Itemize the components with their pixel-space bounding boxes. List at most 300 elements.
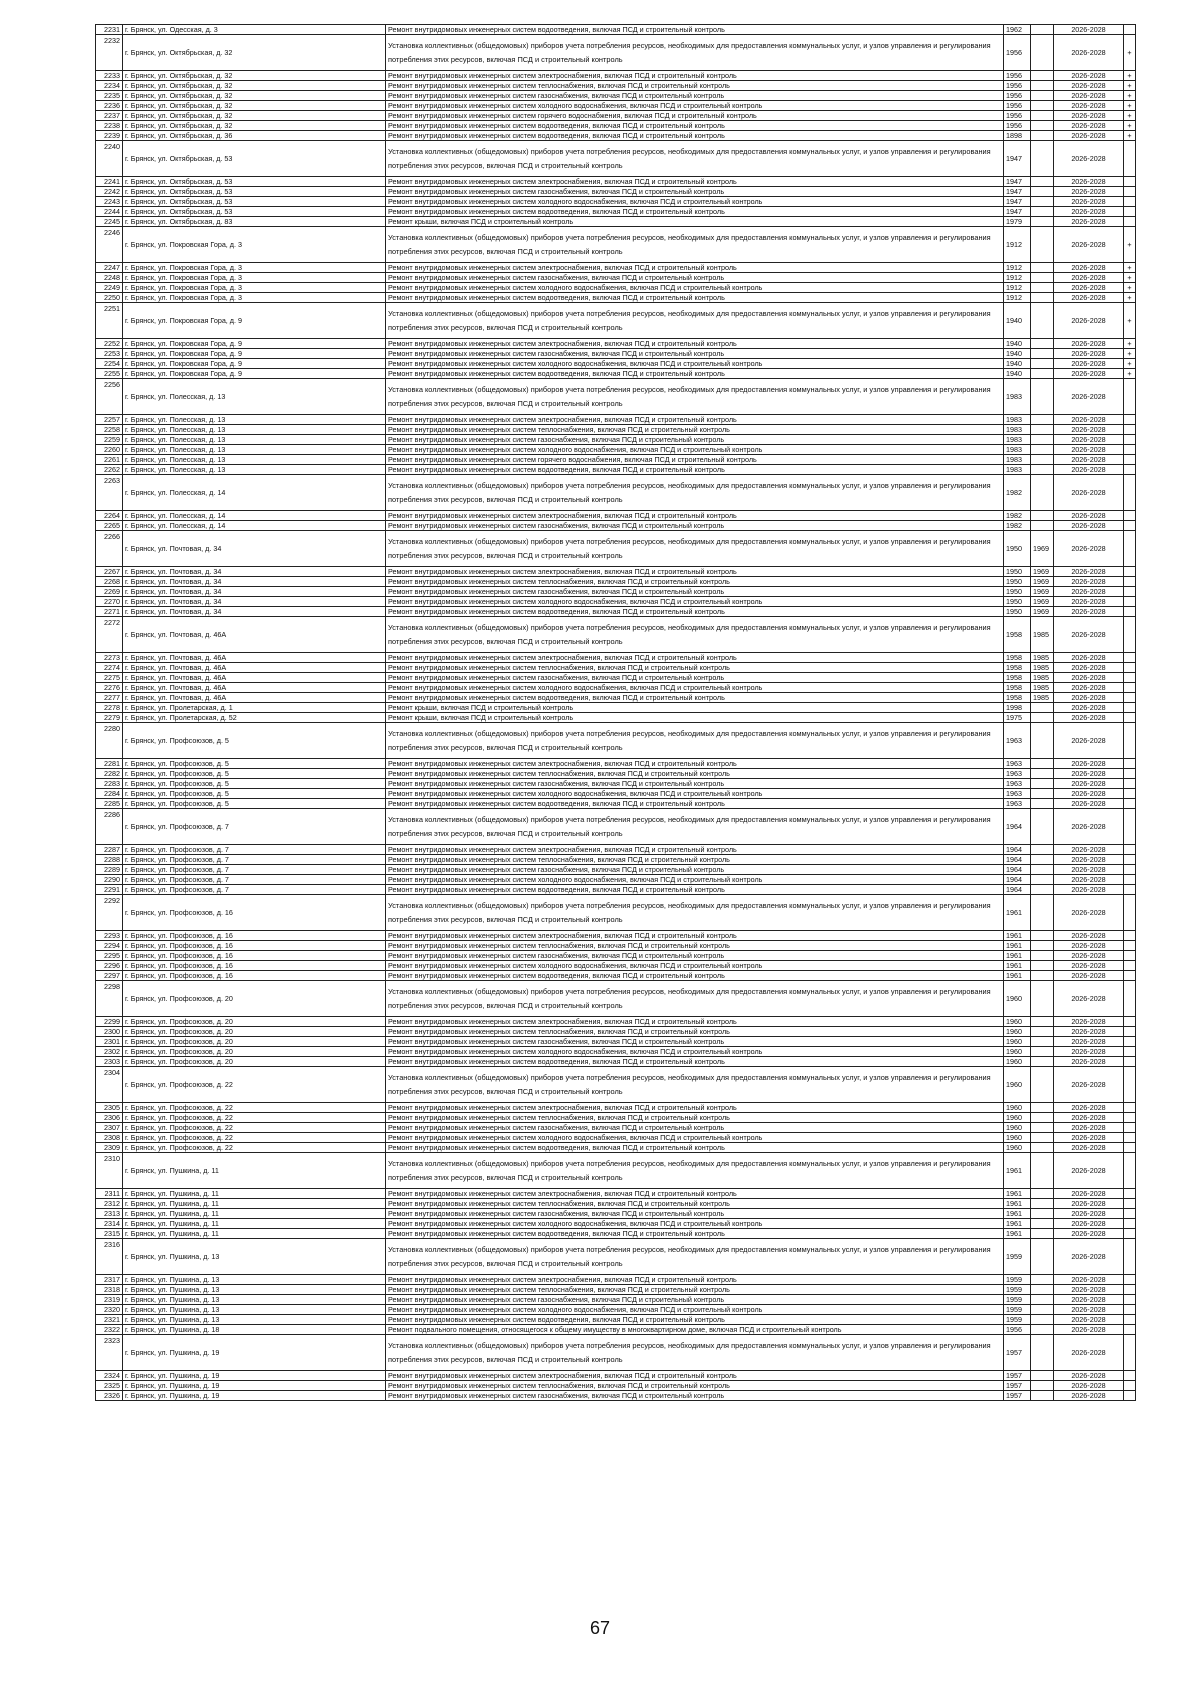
row-number: 2323 bbox=[96, 1335, 123, 1371]
work-type-cell: Ремонт внутридомовых инженерных систем электроснабжения, включая ПСД и строительный контроль bbox=[386, 1017, 1004, 1027]
mark-cell: + bbox=[1124, 303, 1136, 339]
table-row bbox=[96, 521, 1136, 531]
period-cell: 2026-2028 bbox=[1054, 1027, 1124, 1037]
mark-cell: + bbox=[1124, 293, 1136, 303]
build-year-cell: 1960 bbox=[1004, 1067, 1031, 1103]
address-cell: г. Брянск, ул. Пушкина, д. 13 bbox=[123, 1305, 386, 1315]
row-number: 2251 bbox=[96, 303, 123, 339]
row-number: 2278 bbox=[96, 703, 123, 713]
rebuild-year-cell bbox=[1031, 1133, 1054, 1143]
row-number: 2282 bbox=[96, 769, 123, 779]
table-row bbox=[96, 617, 1136, 653]
mark-cell bbox=[1124, 845, 1136, 855]
mark-cell bbox=[1124, 207, 1136, 217]
table-row bbox=[96, 35, 1136, 71]
row-number: 2233 bbox=[96, 71, 123, 81]
build-year-cell: 1983 bbox=[1004, 379, 1031, 415]
address-cell: г. Брянск, ул. Пушкина, д. 18 bbox=[123, 1325, 386, 1335]
build-year-cell: 1959 bbox=[1004, 1285, 1031, 1295]
row-number: 2263 bbox=[96, 475, 123, 511]
address-cell: г. Брянск, ул. Полесская, д. 14 bbox=[123, 521, 386, 531]
address-cell: г. Брянск, ул. Пушкина, д. 11 bbox=[123, 1199, 386, 1209]
work-type-cell: Ремонт внутридомовых инженерных систем электроснабжения, включая ПСД и строительный контроль bbox=[386, 263, 1004, 273]
table-row bbox=[96, 789, 1136, 799]
table-row bbox=[96, 809, 1136, 845]
table-row bbox=[96, 283, 1136, 293]
table-row bbox=[96, 207, 1136, 217]
mark-cell: + bbox=[1124, 101, 1136, 111]
address-cell: г. Брянск, ул. Октябрьская, д. 53 bbox=[123, 187, 386, 197]
rebuild-year-cell bbox=[1031, 455, 1054, 465]
period-cell: 2026-2028 bbox=[1054, 895, 1124, 931]
rebuild-year-cell bbox=[1031, 369, 1054, 379]
rebuild-year-cell bbox=[1031, 1381, 1054, 1391]
rebuild-year-cell bbox=[1031, 779, 1054, 789]
rebuild-year-cell bbox=[1031, 1057, 1054, 1067]
mark-cell bbox=[1124, 931, 1136, 941]
work-type-cell: Ремонт внутридомовых инженерных систем водоотведения, включая ПСД и строительный контроль bbox=[386, 1229, 1004, 1239]
work-type-cell: Установка коллективных (общедомовых) приборов учета потребления ресурсов, необходимых для предоставления коммунальных услуг, и узлов управления и регулирования потребления этих ресурсов, включая ПСД и строительный контроль bbox=[386, 531, 1004, 567]
table-row bbox=[96, 1153, 1136, 1189]
work-type-cell: Ремонт внутридомовых инженерных систем водоотведения, включая ПСД и строительный контроль bbox=[386, 1315, 1004, 1325]
mark-cell bbox=[1124, 1113, 1136, 1123]
period-cell: 2026-2028 bbox=[1054, 713, 1124, 723]
mark-cell bbox=[1124, 809, 1136, 845]
rebuild-year-cell bbox=[1031, 1103, 1054, 1113]
build-year-cell: 1950 bbox=[1004, 577, 1031, 587]
period-cell: 2026-2028 bbox=[1054, 855, 1124, 865]
build-year-cell: 1957 bbox=[1004, 1391, 1031, 1401]
address-cell: г. Брянск, ул. Покровская Гора, д. 9 bbox=[123, 339, 386, 349]
table-row bbox=[96, 1335, 1136, 1371]
build-year-cell: 1960 bbox=[1004, 1143, 1031, 1153]
build-year-cell: 1959 bbox=[1004, 1305, 1031, 1315]
row-number: 2314 bbox=[96, 1219, 123, 1229]
table-row bbox=[96, 359, 1136, 369]
mark-cell bbox=[1124, 425, 1136, 435]
rebuild-year-cell bbox=[1031, 1123, 1054, 1133]
rebuild-year-cell bbox=[1031, 1219, 1054, 1229]
address-cell: г. Брянск, ул. Профсоюзов, д. 5 bbox=[123, 779, 386, 789]
period-cell: 2026-2028 bbox=[1054, 1315, 1124, 1325]
mark-cell bbox=[1124, 951, 1136, 961]
rebuild-year-cell bbox=[1031, 303, 1054, 339]
build-year-cell: 1961 bbox=[1004, 1219, 1031, 1229]
mark-cell bbox=[1124, 379, 1136, 415]
address-cell: г. Брянск, ул. Пушкина, д. 13 bbox=[123, 1275, 386, 1285]
row-number: 2240 bbox=[96, 141, 123, 177]
works-table-body bbox=[96, 25, 1136, 1401]
build-year-cell: 1983 bbox=[1004, 415, 1031, 425]
mark-cell bbox=[1124, 1335, 1136, 1371]
build-year-cell: 1960 bbox=[1004, 1027, 1031, 1037]
row-number: 2297 bbox=[96, 971, 123, 981]
address-cell: г. Брянск, ул. Октябрьская, д. 53 bbox=[123, 197, 386, 207]
rebuild-year-cell bbox=[1031, 1027, 1054, 1037]
address-cell: г. Брянск, ул. Почтовая, д. 46А bbox=[123, 693, 386, 703]
mark-cell bbox=[1124, 1133, 1136, 1143]
table-row bbox=[96, 607, 1136, 617]
work-type-cell: Ремонт внутридомовых инженерных систем газоснабжения, включая ПСД и строительный контроль bbox=[386, 587, 1004, 597]
mark-cell bbox=[1124, 415, 1136, 425]
row-number: 2237 bbox=[96, 111, 123, 121]
row-number: 2325 bbox=[96, 1381, 123, 1391]
build-year-cell: 1958 bbox=[1004, 683, 1031, 693]
rebuild-year-cell: 1985 bbox=[1031, 653, 1054, 663]
build-year-cell: 1960 bbox=[1004, 1103, 1031, 1113]
row-number: 2239 bbox=[96, 131, 123, 141]
period-cell: 2026-2028 bbox=[1054, 227, 1124, 263]
table-row bbox=[96, 349, 1136, 359]
address-cell: г. Брянск, ул. Профсоюзов, д. 22 bbox=[123, 1133, 386, 1143]
address-cell: г. Брянск, ул. Профсоюзов, д. 7 bbox=[123, 865, 386, 875]
period-cell: 2026-2028 bbox=[1054, 435, 1124, 445]
row-number: 2318 bbox=[96, 1285, 123, 1295]
mark-cell bbox=[1124, 511, 1136, 521]
address-cell: г. Брянск, ул. Октябрьская, д. 32 bbox=[123, 71, 386, 81]
period-cell: 2026-2028 bbox=[1054, 111, 1124, 121]
period-cell: 2026-2028 bbox=[1054, 693, 1124, 703]
address-cell: г. Брянск, ул. Профсоюзов, д. 16 bbox=[123, 941, 386, 951]
mark-cell bbox=[1124, 981, 1136, 1017]
mark-cell bbox=[1124, 607, 1136, 617]
build-year-cell: 1964 bbox=[1004, 865, 1031, 875]
mark-cell bbox=[1124, 141, 1136, 177]
table-row bbox=[96, 895, 1136, 931]
work-type-cell: Ремонт внутридомовых инженерных систем теплоснабжения, включая ПСД и строительный контроль bbox=[386, 663, 1004, 673]
rebuild-year-cell bbox=[1031, 1305, 1054, 1315]
mark-cell bbox=[1124, 587, 1136, 597]
work-type-cell: Установка коллективных (общедомовых) приборов учета потребления ресурсов, необходимых для предоставления коммунальных услуг, и узлов управления и регулирования потребления этих ресурсов, включая ПСД и строительный контроль bbox=[386, 379, 1004, 415]
period-cell: 2026-2028 bbox=[1054, 759, 1124, 769]
mark-cell bbox=[1124, 1295, 1136, 1305]
table-row bbox=[96, 71, 1136, 81]
table-row bbox=[96, 779, 1136, 789]
rebuild-year-cell bbox=[1031, 865, 1054, 875]
table-row bbox=[96, 587, 1136, 597]
table-row bbox=[96, 1209, 1136, 1219]
table-row bbox=[96, 683, 1136, 693]
build-year-cell: 1957 bbox=[1004, 1335, 1031, 1371]
mark-cell: + bbox=[1124, 273, 1136, 283]
mark-cell bbox=[1124, 187, 1136, 197]
period-cell: 2026-2028 bbox=[1054, 799, 1124, 809]
row-number: 2248 bbox=[96, 273, 123, 283]
row-number: 2253 bbox=[96, 349, 123, 359]
address-cell: г. Брянск, ул. Профсоюзов, д. 5 bbox=[123, 759, 386, 769]
build-year-cell: 1940 bbox=[1004, 339, 1031, 349]
mark-cell bbox=[1124, 1123, 1136, 1133]
rebuild-year-cell bbox=[1031, 379, 1054, 415]
mark-cell: + bbox=[1124, 369, 1136, 379]
work-type-cell: Ремонт внутридомовых инженерных систем электроснабжения, включая ПСД и строительный контроль bbox=[386, 931, 1004, 941]
period-cell: 2026-2028 bbox=[1054, 875, 1124, 885]
period-cell: 2026-2028 bbox=[1054, 1219, 1124, 1229]
table-row bbox=[96, 653, 1136, 663]
build-year-cell: 1998 bbox=[1004, 703, 1031, 713]
table-row bbox=[96, 931, 1136, 941]
work-type-cell: Ремонт внутридомовых инженерных систем газоснабжения, включая ПСД и строительный контроль bbox=[386, 673, 1004, 683]
row-number: 2320 bbox=[96, 1305, 123, 1315]
work-type-cell: Установка коллективных (общедомовых) приборов учета потребления ресурсов, необходимых для предоставления коммунальных услуг, и узлов управления и регулирования потребления этих ресурсов, включая ПСД и строительный контроль bbox=[386, 895, 1004, 931]
work-type-cell: Ремонт внутридомовых инженерных систем электроснабжения, включая ПСД и строительный контроль bbox=[386, 1103, 1004, 1113]
mark-cell bbox=[1124, 577, 1136, 587]
work-type-cell: Ремонт внутридомовых инженерных систем горячего водоснабжения, включая ПСД и строительный контроль bbox=[386, 111, 1004, 121]
rebuild-year-cell bbox=[1031, 1275, 1054, 1285]
rebuild-year-cell bbox=[1031, 71, 1054, 81]
rebuild-year-cell bbox=[1031, 1325, 1054, 1335]
build-year-cell: 1982 bbox=[1004, 521, 1031, 531]
table-row bbox=[96, 111, 1136, 121]
table-row bbox=[96, 1295, 1136, 1305]
address-cell: г. Брянск, ул. Профсоюзов, д. 7 bbox=[123, 845, 386, 855]
period-cell: 2026-2028 bbox=[1054, 809, 1124, 845]
address-cell: г. Брянск, ул. Пушкина, д. 13 bbox=[123, 1239, 386, 1275]
row-number: 2306 bbox=[96, 1113, 123, 1123]
work-type-cell: Установка коллективных (общедомовых) приборов учета потребления ресурсов, необходимых для предоставления коммунальных услуг, и узлов управления и регулирования потребления этих ресурсов, включая ПСД и строительный контроль bbox=[386, 141, 1004, 177]
work-type-cell: Ремонт внутридомовых инженерных систем газоснабжения, включая ПСД и строительный контроль bbox=[386, 1209, 1004, 1219]
address-cell: г. Брянск, ул. Октябрьская, д. 53 bbox=[123, 141, 386, 177]
mark-cell bbox=[1124, 683, 1136, 693]
build-year-cell: 1912 bbox=[1004, 263, 1031, 273]
period-cell: 2026-2028 bbox=[1054, 1239, 1124, 1275]
mark-cell bbox=[1124, 25, 1136, 35]
address-cell: г. Брянск, ул. Пушкина, д. 19 bbox=[123, 1391, 386, 1401]
rebuild-year-cell bbox=[1031, 951, 1054, 961]
mark-cell bbox=[1124, 885, 1136, 895]
table-row bbox=[96, 961, 1136, 971]
build-year-cell: 1964 bbox=[1004, 875, 1031, 885]
build-year-cell: 1959 bbox=[1004, 1295, 1031, 1305]
work-type-cell: Ремонт внутридомовых инженерных систем холодного водоснабжения, включая ПСД и строительный контроль bbox=[386, 683, 1004, 693]
address-cell: г. Брянск, ул. Полесская, д. 13 bbox=[123, 415, 386, 425]
row-number: 2234 bbox=[96, 81, 123, 91]
table-row bbox=[96, 855, 1136, 865]
mark-cell bbox=[1124, 779, 1136, 789]
period-cell: 2026-2028 bbox=[1054, 1295, 1124, 1305]
mark-cell bbox=[1124, 723, 1136, 759]
work-type-cell: Ремонт крыши, включая ПСД и строительный контроль bbox=[386, 703, 1004, 713]
table-row bbox=[96, 769, 1136, 779]
work-type-cell: Ремонт внутридомовых инженерных систем водоотведения, включая ПСД и строительный контроль bbox=[386, 1143, 1004, 1153]
work-type-cell: Ремонт внутридомовых инженерных систем водоотведения, включая ПСД и строительный контроль bbox=[386, 465, 1004, 475]
build-year-cell: 1960 bbox=[1004, 1057, 1031, 1067]
address-cell: г. Брянск, ул. Октябрьская, д. 32 bbox=[123, 81, 386, 91]
period-cell: 2026-2028 bbox=[1054, 865, 1124, 875]
address-cell: г. Брянск, ул. Одесская, д. 3 bbox=[123, 25, 386, 35]
rebuild-year-cell bbox=[1031, 703, 1054, 713]
build-year-cell: 1979 bbox=[1004, 217, 1031, 227]
table-row bbox=[96, 941, 1136, 951]
build-year-cell: 1963 bbox=[1004, 759, 1031, 769]
row-number: 2264 bbox=[96, 511, 123, 521]
work-type-cell: Ремонт внутридомовых инженерных систем электроснабжения, включая ПСД и строительный контроль bbox=[386, 415, 1004, 425]
rebuild-year-cell: 1969 bbox=[1031, 607, 1054, 617]
work-type-cell: Ремонт внутридомовых инженерных систем электроснабжения, включая ПСД и строительный контроль bbox=[386, 1189, 1004, 1199]
row-number: 2246 bbox=[96, 227, 123, 263]
row-number: 2247 bbox=[96, 263, 123, 273]
row-number: 2322 bbox=[96, 1325, 123, 1335]
period-cell: 2026-2028 bbox=[1054, 577, 1124, 587]
build-year-cell: 1956 bbox=[1004, 111, 1031, 121]
rebuild-year-cell: 1969 bbox=[1031, 577, 1054, 587]
rebuild-year-cell bbox=[1031, 415, 1054, 425]
address-cell: г. Брянск, ул. Покровская Гора, д. 9 bbox=[123, 359, 386, 369]
work-type-cell: Установка коллективных (общедомовых) приборов учета потребления ресурсов, необходимых для предоставления коммунальных услуг, и узлов управления и регулирования потребления этих ресурсов, включая ПСД и строительный контроль bbox=[386, 1153, 1004, 1189]
rebuild-year-cell: 1969 bbox=[1031, 531, 1054, 567]
build-year-cell: 1960 bbox=[1004, 1047, 1031, 1057]
table-row bbox=[96, 141, 1136, 177]
period-cell: 2026-2028 bbox=[1054, 283, 1124, 293]
build-year-cell: 1961 bbox=[1004, 971, 1031, 981]
address-cell: г. Брянск, ул. Пролетарская, д. 52 bbox=[123, 713, 386, 723]
build-year-cell: 1947 bbox=[1004, 197, 1031, 207]
mark-cell: + bbox=[1124, 111, 1136, 121]
row-number: 2326 bbox=[96, 1391, 123, 1401]
work-type-cell: Ремонт внутридомовых инженерных систем холодного водоснабжения, включая ПСД и строительный контроль bbox=[386, 597, 1004, 607]
table-row bbox=[96, 25, 1136, 35]
page-number: 67 bbox=[589, 1618, 611, 1638]
period-cell: 2026-2028 bbox=[1054, 1371, 1124, 1381]
table-row bbox=[96, 511, 1136, 521]
rebuild-year-cell bbox=[1031, 1017, 1054, 1027]
address-cell: г. Брянск, ул. Пушкина, д. 11 bbox=[123, 1229, 386, 1239]
row-number: 2245 bbox=[96, 217, 123, 227]
address-cell: г. Брянск, ул. Покровская Гора, д. 3 bbox=[123, 273, 386, 283]
table-row bbox=[96, 1275, 1136, 1285]
build-year-cell: 1947 bbox=[1004, 177, 1031, 187]
build-year-cell: 1957 bbox=[1004, 1371, 1031, 1381]
build-year-cell: 1963 bbox=[1004, 723, 1031, 759]
row-number: 2309 bbox=[96, 1143, 123, 1153]
table-row bbox=[96, 1047, 1136, 1057]
row-number: 2242 bbox=[96, 187, 123, 197]
period-cell: 2026-2028 bbox=[1054, 567, 1124, 577]
address-cell: г. Брянск, ул. Покровская Гора, д. 3 bbox=[123, 263, 386, 273]
rebuild-year-cell bbox=[1031, 1189, 1054, 1199]
build-year-cell: 1982 bbox=[1004, 475, 1031, 511]
table-row bbox=[96, 121, 1136, 131]
row-number: 2317 bbox=[96, 1275, 123, 1285]
period-cell: 2026-2028 bbox=[1054, 1143, 1124, 1153]
rebuild-year-cell bbox=[1031, 263, 1054, 273]
row-number: 2298 bbox=[96, 981, 123, 1017]
period-cell: 2026-2028 bbox=[1054, 723, 1124, 759]
rebuild-year-cell bbox=[1031, 511, 1054, 521]
work-type-cell: Ремонт внутридомовых инженерных систем газоснабжения, включая ПСД и строительный контроль bbox=[386, 1037, 1004, 1047]
work-type-cell: Ремонт внутридомовых инженерных систем газоснабжения, включая ПСД и строительный контроль bbox=[386, 91, 1004, 101]
period-cell: 2026-2028 bbox=[1054, 81, 1124, 91]
work-type-cell: Ремонт внутридомовых инженерных систем холодного водоснабжения, включая ПСД и строительный контроль bbox=[386, 197, 1004, 207]
table-row bbox=[96, 577, 1136, 587]
work-type-cell: Ремонт внутридомовых инженерных систем газоснабжения, включая ПСД и строительный контроль bbox=[386, 779, 1004, 789]
rebuild-year-cell bbox=[1031, 81, 1054, 91]
address-cell: г. Брянск, ул. Почтовая, д. 34 bbox=[123, 597, 386, 607]
build-year-cell: 1961 bbox=[1004, 951, 1031, 961]
work-type-cell: Установка коллективных (общедомовых) приборов учета потребления ресурсов, необходимых для предоставления коммунальных услуг, и узлов управления и регулирования потребления этих ресурсов, включая ПСД и строительный контроль bbox=[386, 475, 1004, 511]
period-cell: 2026-2028 bbox=[1054, 121, 1124, 131]
row-number: 2291 bbox=[96, 885, 123, 895]
row-number: 2268 bbox=[96, 577, 123, 587]
period-cell: 2026-2028 bbox=[1054, 379, 1124, 415]
mark-cell bbox=[1124, 1199, 1136, 1209]
period-cell: 2026-2028 bbox=[1054, 617, 1124, 653]
rebuild-year-cell: 1985 bbox=[1031, 663, 1054, 673]
build-year-cell: 1963 bbox=[1004, 779, 1031, 789]
build-year-cell: 1983 bbox=[1004, 455, 1031, 465]
row-number: 2308 bbox=[96, 1133, 123, 1143]
period-cell: 2026-2028 bbox=[1054, 951, 1124, 961]
period-cell: 2026-2028 bbox=[1054, 131, 1124, 141]
period-cell: 2026-2028 bbox=[1054, 1047, 1124, 1057]
mark-cell: + bbox=[1124, 35, 1136, 71]
build-year-cell: 1956 bbox=[1004, 121, 1031, 131]
table-row bbox=[96, 475, 1136, 511]
address-cell: г. Брянск, ул. Профсоюзов, д. 16 bbox=[123, 931, 386, 941]
row-number: 2294 bbox=[96, 941, 123, 951]
build-year-cell: 1940 bbox=[1004, 349, 1031, 359]
row-number: 2319 bbox=[96, 1295, 123, 1305]
table-row bbox=[96, 273, 1136, 283]
address-cell: г. Брянск, ул. Профсоюзов, д. 20 bbox=[123, 1057, 386, 1067]
work-type-cell: Ремонт внутридомовых инженерных систем холодного водоснабжения, включая ПСД и строительный контроль bbox=[386, 101, 1004, 111]
work-type-cell: Ремонт внутридомовых инженерных систем электроснабжения, включая ПСД и строительный контроль bbox=[386, 1275, 1004, 1285]
address-cell: г. Брянск, ул. Полесская, д. 13 bbox=[123, 465, 386, 475]
table-row bbox=[96, 1391, 1136, 1401]
row-number: 2273 bbox=[96, 653, 123, 663]
period-cell: 2026-2028 bbox=[1054, 425, 1124, 435]
mark-cell: + bbox=[1124, 349, 1136, 359]
works-table bbox=[95, 24, 1136, 1401]
address-cell: г. Брянск, ул. Октябрьская, д. 53 bbox=[123, 177, 386, 187]
work-type-cell: Ремонт внутридомовых инженерных систем холодного водоснабжения, включая ПСД и строительный контроль bbox=[386, 1219, 1004, 1229]
work-type-cell: Ремонт внутридомовых инженерных систем газоснабжения, включая ПСД и строительный контроль bbox=[386, 435, 1004, 445]
work-type-cell: Установка коллективных (общедомовых) приборов учета потребления ресурсов, необходимых для предоставления коммунальных услуг, и узлов управления и регулирования потребления этих ресурсов, включая ПСД и строительный контроль bbox=[386, 1239, 1004, 1275]
row-number: 2313 bbox=[96, 1209, 123, 1219]
mark-cell bbox=[1124, 941, 1136, 951]
work-type-cell: Ремонт внутридомовых инженерных систем водоотведения, включая ПСД и строительный контроль bbox=[386, 207, 1004, 217]
rebuild-year-cell bbox=[1031, 293, 1054, 303]
table-row bbox=[96, 101, 1136, 111]
table-row bbox=[96, 435, 1136, 445]
row-number: 2238 bbox=[96, 121, 123, 131]
address-cell: г. Брянск, ул. Профсоюзов, д. 7 bbox=[123, 855, 386, 865]
work-type-cell: Ремонт внутридомовых инженерных систем газоснабжения, включая ПСД и строительный контроль bbox=[386, 349, 1004, 359]
period-cell: 2026-2028 bbox=[1054, 1335, 1124, 1371]
row-number: 2315 bbox=[96, 1229, 123, 1239]
build-year-cell: 1961 bbox=[1004, 1209, 1031, 1219]
period-cell: 2026-2028 bbox=[1054, 1133, 1124, 1143]
table-row bbox=[96, 1315, 1136, 1325]
period-cell: 2026-2028 bbox=[1054, 607, 1124, 617]
build-year-cell: 1956 bbox=[1004, 1325, 1031, 1335]
work-type-cell: Ремонт внутридомовых инженерных систем газоснабжения, включая ПСД и строительный контроль bbox=[386, 1123, 1004, 1133]
work-type-cell: Ремонт внутридомовых инженерных систем холодного водоснабжения, включая ПСД и строительный контроль bbox=[386, 875, 1004, 885]
build-year-cell: 1958 bbox=[1004, 673, 1031, 683]
work-type-cell: Ремонт внутридомовых инженерных систем теплоснабжения, включая ПСД и строительный контроль bbox=[386, 1381, 1004, 1391]
mark-cell bbox=[1124, 1229, 1136, 1239]
period-cell: 2026-2028 bbox=[1054, 369, 1124, 379]
table-row bbox=[96, 455, 1136, 465]
work-type-cell: Ремонт внутридомовых инженерных систем холодного водоснабжения, включая ПСД и строительный контроль bbox=[386, 359, 1004, 369]
address-cell: г. Брянск, ул. Профсоюзов, д. 20 bbox=[123, 1037, 386, 1047]
period-cell: 2026-2028 bbox=[1054, 359, 1124, 369]
row-number: 2258 bbox=[96, 425, 123, 435]
rebuild-year-cell bbox=[1031, 131, 1054, 141]
build-year-cell: 1950 bbox=[1004, 531, 1031, 567]
mark-cell bbox=[1124, 1325, 1136, 1335]
address-cell: г. Брянск, ул. Пушкина, д. 11 bbox=[123, 1219, 386, 1229]
